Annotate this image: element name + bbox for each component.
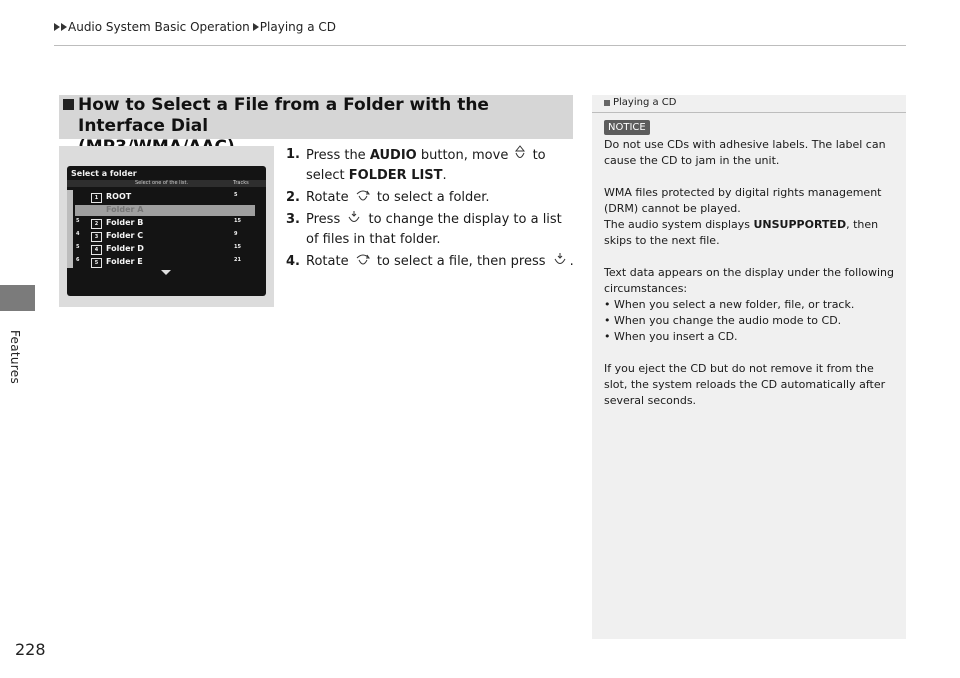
step-text: Rotate xyxy=(306,254,353,269)
section-tab-marker xyxy=(0,285,35,311)
display-screenshot xyxy=(59,146,274,307)
screen-tracks-header: Tracks xyxy=(233,180,249,186)
unsupported-label: UNSUPPORTED xyxy=(753,218,847,231)
section-label: Features xyxy=(8,330,22,384)
folder-number-box: 1 xyxy=(91,193,102,203)
step-1 xyxy=(286,145,576,186)
screen-title: Select a folder xyxy=(71,169,137,178)
step-text: to select a folder. xyxy=(372,190,490,205)
step-text: . xyxy=(442,168,447,183)
dial-press-icon xyxy=(552,252,568,268)
folder-track-count: 5 xyxy=(234,192,238,198)
sidebar-paragraph xyxy=(604,217,896,249)
folder-name: Folder E xyxy=(106,257,143,266)
notes-sidebar xyxy=(592,95,906,639)
folder-index: 5 xyxy=(76,244,80,250)
sidebar-bullet: • When you select a new folder, file, or track. xyxy=(604,297,896,313)
notice-badge: NOTICE xyxy=(604,120,650,135)
audio-button-label: AUDIO xyxy=(369,148,417,163)
folder-list-label: FOLDER LIST xyxy=(348,168,443,183)
instruction-steps xyxy=(286,145,576,274)
folder-track-count: 9 xyxy=(234,231,238,237)
breadcrumb xyxy=(54,20,336,34)
screen-scroll-strip xyxy=(67,190,73,268)
header-divider xyxy=(54,45,906,46)
sidebar-title-text: Playing a CD xyxy=(613,97,677,108)
sidebar-text: , then skips to the next file. xyxy=(604,218,879,247)
folder-row xyxy=(75,244,255,255)
folder-number-box: 3 xyxy=(91,232,102,242)
sidebar-paragraph: Text data appears on the display under the following circumstances: xyxy=(604,266,894,295)
step-text: Press xyxy=(306,212,345,227)
folder-name: ROOT xyxy=(106,192,132,201)
section-heading xyxy=(59,95,573,139)
step-number: 2. xyxy=(286,190,300,205)
note-marker-icon xyxy=(604,100,610,106)
sidebar-paragraph: If you eject the CD but do not remove it from the slot, the system reloads the CD automatically after several seconds. xyxy=(604,362,886,407)
folder-number-box: 5 xyxy=(91,258,102,268)
page-number: 228 xyxy=(15,640,46,659)
sidebar-divider xyxy=(592,112,906,113)
step-text: button, move xyxy=(416,148,513,163)
step-3 xyxy=(286,210,576,250)
breadcrumb-arrow-icon xyxy=(54,23,60,31)
display-screen xyxy=(67,166,266,296)
folder-name: Folder B xyxy=(106,218,144,227)
folder-row xyxy=(75,192,255,203)
sidebar-paragraph: WMA files protected by digital rights management (DRM) cannot be played. xyxy=(604,186,882,215)
step-text: Press the xyxy=(306,148,370,163)
folder-name: Folder A xyxy=(106,205,144,214)
folder-track-count: 15 xyxy=(234,244,241,250)
folder-row xyxy=(75,231,255,242)
breadcrumb-item-page: Playing a CD xyxy=(259,20,336,34)
dial-press-icon xyxy=(346,210,362,226)
sidebar-paragraph: Do not use CDs with adhesive labels. The label can cause the CD to jam in the unit. xyxy=(604,138,886,167)
dial-move-up-icon xyxy=(514,145,526,162)
sidebar-bullet: • When you change the audio mode to CD. xyxy=(604,313,896,329)
folder-index: 4 xyxy=(76,231,80,237)
step-text: to select xyxy=(306,148,546,183)
step-text: Rotate xyxy=(306,190,353,205)
step-number: 1. xyxy=(286,147,300,162)
dial-rotate-icon xyxy=(355,252,371,268)
folder-name: Folder C xyxy=(106,231,144,240)
scroll-down-arrow-icon xyxy=(161,270,171,275)
folder-row-selected xyxy=(75,205,255,216)
folder-row xyxy=(75,218,255,229)
step-text: to select a file, then press xyxy=(372,254,550,269)
folder-number-box: 2 xyxy=(91,219,102,229)
sidebar-title xyxy=(604,97,677,108)
folder-track-count: 21 xyxy=(234,257,241,263)
folder-index: 6 xyxy=(76,257,80,263)
step-4 xyxy=(286,252,576,272)
screen-subtitle: Select one of the list. xyxy=(135,180,189,186)
sidebar-body xyxy=(604,119,896,425)
step-text: . xyxy=(569,254,574,269)
sidebar-bullet: • When you insert a CD. xyxy=(604,329,896,345)
breadcrumb-item-section: Audio System Basic Operation xyxy=(68,20,250,34)
step-text: to change the display to a list of files in that folder. xyxy=(306,212,562,247)
breadcrumb-arrow-icon xyxy=(253,23,259,31)
dial-rotate-icon xyxy=(355,188,371,204)
step-number: 4. xyxy=(286,254,300,269)
folder-row xyxy=(75,257,255,268)
folder-index: 5 xyxy=(76,218,80,224)
breadcrumb-arrow-icon xyxy=(61,23,67,31)
folder-name: Folder D xyxy=(106,244,144,253)
folder-number-box: 4 xyxy=(91,245,102,255)
square-bullet-icon xyxy=(63,99,74,110)
folder-track-count: 15 xyxy=(234,218,241,224)
heading-line-1: How to Select a File from a Folder with the Interface Dial xyxy=(78,95,489,136)
sidebar-text: The audio system displays xyxy=(604,218,754,231)
step-number: 3. xyxy=(286,212,300,227)
step-2 xyxy=(286,188,576,208)
